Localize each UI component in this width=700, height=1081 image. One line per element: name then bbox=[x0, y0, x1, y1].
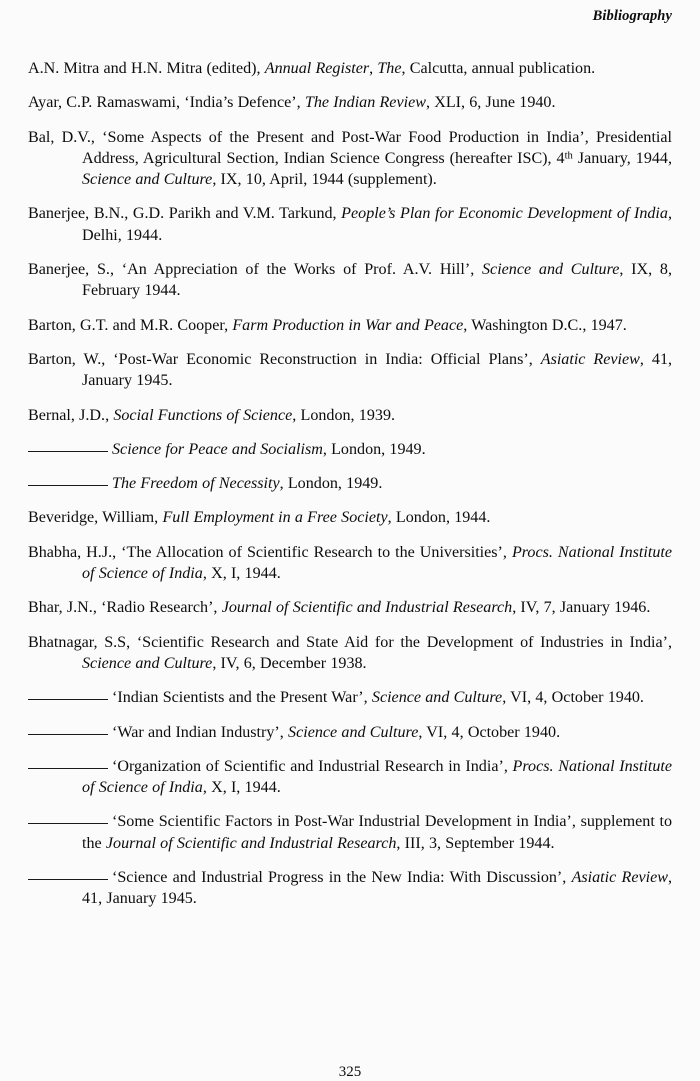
entry-text: Banerjee, S., ‘An Appreciation of the Works of Prof. A.V. Hill’, bbox=[28, 261, 482, 279]
repeated-author-rule bbox=[28, 734, 108, 735]
entry-text: , IV, 7, January 1946. bbox=[512, 599, 651, 617]
bibliography-entry bbox=[28, 58, 672, 79]
entry-title-italic: Procs. National Institute of Science of India bbox=[82, 543, 672, 583]
entry-text: , Washington D.C., 1947. bbox=[463, 316, 627, 334]
entry-text: ‘Indian Scientists and the Present War’, bbox=[112, 689, 372, 707]
entry-text: , IX, 10, April, 1944 (supplement). bbox=[212, 171, 437, 189]
entry-text: , XLI, 6, June 1940. bbox=[425, 94, 556, 112]
bibliography-entry bbox=[28, 597, 672, 618]
entry-text: , London, 1949. bbox=[279, 475, 383, 493]
entry-text: , London, 1949. bbox=[322, 440, 426, 458]
entry-text: Banerjee, B.N., G.D. Parikh and V.M. Tarkund, bbox=[28, 205, 342, 223]
repeated-author-rule bbox=[28, 768, 108, 769]
entry-text: Bhatnagar, S.S, ‘Scientific Research and State Aid for the Development of Industries in India’, bbox=[28, 633, 672, 651]
entry-title-italic: Farm Production in War and Peace bbox=[232, 316, 464, 334]
bibliography-entry bbox=[28, 756, 672, 799]
entry-text: , IV, 6, December 1938. bbox=[212, 654, 367, 672]
entry-title-italic: Journal of Scientific and Industrial Research bbox=[221, 599, 513, 617]
entry-text: Bhar, J.N., ‘Radio Research’, bbox=[28, 599, 222, 617]
page-number: 325 bbox=[338, 1064, 362, 1080]
entry-title-italic: Science and Culture bbox=[82, 171, 213, 189]
bibliography-entry bbox=[28, 811, 672, 854]
entry-title-italic: Science and Culture bbox=[82, 654, 213, 672]
entry-text: ‘Organization of Scientific and Industrial Research in India’, bbox=[112, 757, 513, 775]
entry-text: , IX, 8, February 1944. bbox=[82, 261, 673, 300]
entry-title-italic: Procs. National Institute of Science of India bbox=[82, 757, 672, 797]
entry-title-italic: The Indian Review bbox=[304, 94, 426, 112]
bibliography-entry bbox=[28, 259, 672, 302]
entry-text: , 41, January 1945. bbox=[82, 350, 673, 390]
bibliography-entry bbox=[28, 405, 672, 426]
entry-text: , London, 1939. bbox=[292, 406, 396, 424]
entry-title-italic: People’s Plan for Economic Development of India bbox=[341, 205, 668, 223]
bibliography-entry bbox=[28, 315, 672, 336]
entry-text: , VI, 4, October 1940. bbox=[418, 723, 561, 741]
repeated-author-rule bbox=[28, 485, 108, 486]
entry-text: ‘Some Scientific Factors in Post-War Industrial Development in India’, supplement to the bbox=[82, 813, 672, 852]
entry-text: Barton, W., ‘Post-War Economic Reconstruction in India: Official Plans’, bbox=[28, 350, 541, 368]
entry-title-italic: The bbox=[377, 60, 402, 77]
entry-title-italic: Science for Peace and Socialism bbox=[112, 440, 323, 458]
bibliography-entry bbox=[28, 632, 672, 675]
entry-text: , VI, 4, October 1940. bbox=[502, 689, 644, 707]
entry-text: Bal, D.V., ‘Some Aspects of the Present and Post-War Food Production in India’, Presidential Address, Agricultural Section, Indian Science Congress (hereafter ISC), 4 bbox=[28, 128, 672, 167]
bibliography-entry bbox=[28, 722, 672, 743]
running-head: Bibliography bbox=[592, 8, 672, 24]
entry-text: , Calcutta, annual publication. bbox=[401, 60, 596, 77]
bibliography-entry bbox=[28, 542, 672, 585]
entry-text: Ayar, C.P. Ramaswami, ‘India’s Defence’, bbox=[28, 94, 305, 112]
entry-text: , X, I, 1944. bbox=[202, 779, 281, 797]
repeated-author-rule bbox=[28, 699, 108, 700]
entry-text: , bbox=[369, 60, 378, 77]
entry-title-italic: Social Functions of Science bbox=[113, 406, 293, 424]
bibliography-entry bbox=[28, 127, 672, 191]
entry-text: ‘War and Indian Industry’, bbox=[112, 723, 289, 741]
entry-title-italic: Annual Register bbox=[264, 60, 370, 77]
entry-title-italic: Asiatic Review bbox=[540, 350, 640, 368]
repeated-author-rule bbox=[28, 451, 108, 452]
bibliography-entry bbox=[28, 203, 672, 246]
bibliography-entry bbox=[28, 439, 672, 460]
repeated-author-rule bbox=[28, 879, 108, 880]
entry-title-italic: Science and Culture bbox=[371, 689, 503, 707]
bibliography-entry bbox=[28, 867, 672, 910]
entry-text: , Delhi, 1944. bbox=[82, 205, 672, 244]
bibliography-entry bbox=[28, 507, 672, 528]
entry-text: ‘Science and Industrial Progress in the New India: With Discussion’, bbox=[112, 869, 572, 887]
entry-text: Barton, G.T. and M.R. Cooper, bbox=[28, 316, 233, 334]
entry-title-italic: Full Employment in a Free Society bbox=[162, 509, 388, 527]
entry-text: January, 1944, bbox=[572, 149, 673, 167]
bibliography-list bbox=[28, 58, 672, 910]
entry-text: Bernal, J.D., bbox=[28, 406, 114, 424]
bibliography-entry bbox=[28, 349, 672, 392]
entry-title-italic: Asiatic Review bbox=[571, 869, 668, 887]
entry-title-italic: Journal of Scientific and Industrial Research bbox=[105, 834, 397, 852]
entry-text: , 41, January 1945. bbox=[82, 869, 673, 908]
entry-title-italic: Science and Culture bbox=[288, 723, 419, 741]
entry-text: , London, 1944. bbox=[387, 509, 491, 527]
repeated-author-rule bbox=[28, 823, 108, 824]
entry-text: Bhabha, H.J., ‘The Allocation of Scientific Research to the Universities’, bbox=[28, 543, 512, 561]
bibliography-entry bbox=[28, 92, 672, 113]
entry-text: , X, I, 1944. bbox=[202, 565, 281, 583]
entry-text: A.N. Mitra and H.N. Mitra (edited), bbox=[28, 60, 265, 77]
ordinal-superscript: th bbox=[564, 150, 573, 162]
bibliography-entry bbox=[28, 687, 672, 708]
entry-text: Beveridge, William, bbox=[28, 509, 163, 527]
entry-title-italic: Science and Culture bbox=[482, 261, 620, 279]
entry-text: , III, 3, September 1944. bbox=[396, 834, 555, 852]
entry-title-italic: The Freedom of Necessity bbox=[112, 475, 280, 493]
bibliography-entry bbox=[28, 473, 672, 494]
